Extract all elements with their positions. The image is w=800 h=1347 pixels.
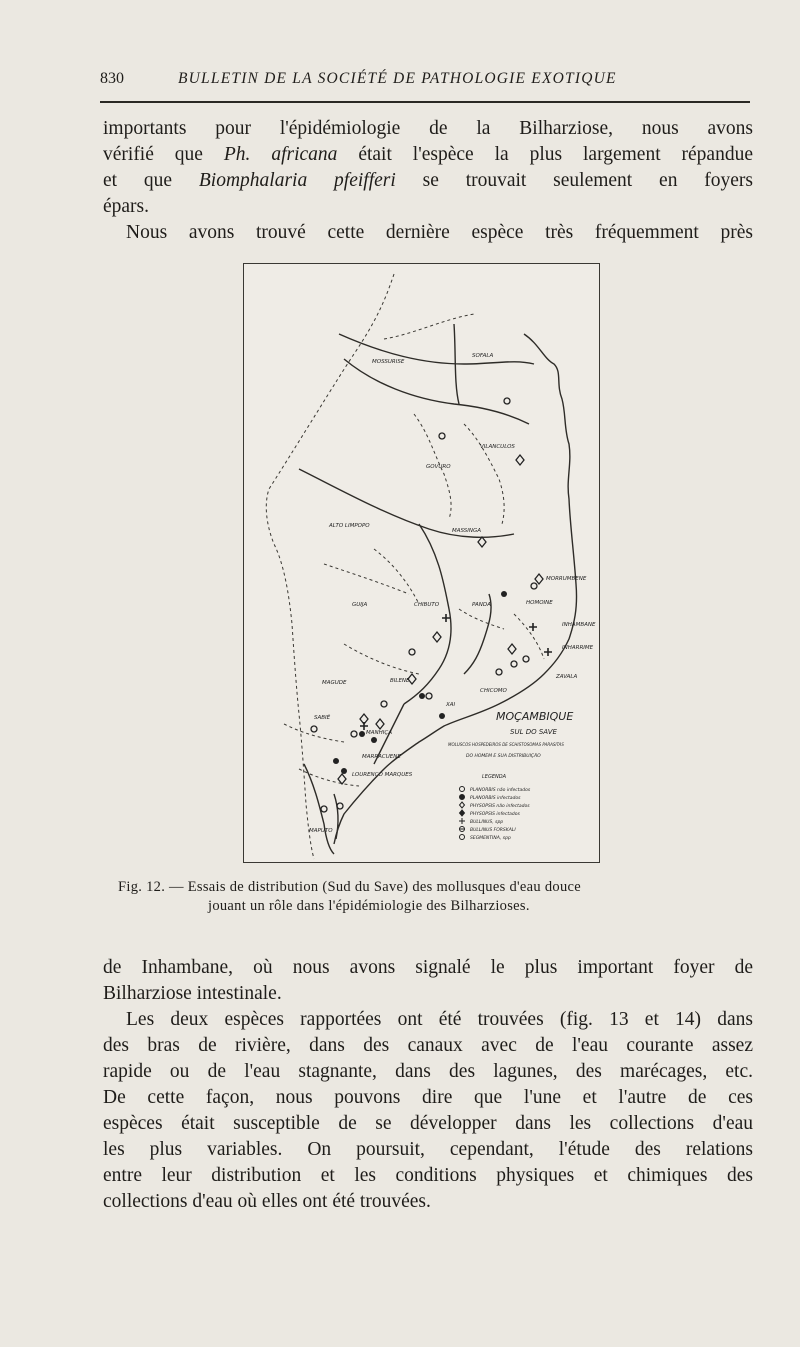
legend-item: BULLINUS FORSKALI — [470, 828, 516, 833]
map-label: SABIÉ — [314, 715, 331, 721]
legend-title: LEGENDA — [482, 774, 506, 780]
map-marker-filled — [501, 591, 507, 597]
map-marker-cross — [529, 623, 537, 631]
caption-line: jouant un rôle dans l'épidémiologie des Bilharzioses. — [208, 898, 530, 914]
map-marker — [478, 537, 486, 547]
map-label: INHARRIME — [562, 645, 594, 651]
legend-item: PHYSOPSIS não infectados — [470, 804, 530, 809]
text-line: rapide ou de l'eau stagnante, dans des lagunes, des marécages, etc. — [103, 1061, 753, 1082]
map-title: MOÇAMBIQUE — [496, 710, 574, 723]
text-line: espèces était susceptible de se développer dans les collections d'eau — [103, 1113, 753, 1134]
map-marker — [508, 644, 516, 654]
map-marker-filled — [439, 713, 445, 719]
map-label: BILENE — [390, 678, 410, 684]
map-label: MAPUTO — [309, 828, 333, 834]
map-marker — [433, 632, 441, 642]
text-line: de Inhambane, où nous avons signalé le plus important foyer de — [103, 957, 753, 978]
map-label: MOSSURISE — [372, 359, 405, 365]
map-marker — [496, 669, 502, 675]
map-marker — [376, 719, 384, 729]
map-marker-filled — [333, 758, 339, 764]
map-marker — [504, 398, 510, 404]
page-number: 830 — [100, 70, 124, 87]
species-name: Ph. africana — [223, 144, 338, 165]
legend-item: PLANORBIS infectados — [470, 796, 521, 801]
paragraph-bottom — [103, 955, 753, 1215]
text-line: épars. — [103, 196, 150, 217]
text-line: vérifié que Ph. africana était l'espèce la plus largement répandue — [103, 144, 753, 165]
map-label: GOVURO — [426, 464, 451, 470]
figure-caption — [118, 878, 738, 916]
legend-item: SEGMENTINA, spp — [470, 836, 511, 841]
map-subtitle: SUL DO SAVE — [510, 728, 557, 736]
map-label: MASSINGA — [452, 528, 482, 534]
map-label: ALTO LIMPOPO — [329, 523, 370, 529]
text-line: des bras de rivière, dans des canaux avec de l'eau courante assez — [103, 1035, 753, 1056]
text-line: Nous avons trouvé cette dernière espèce très fréquemment près — [126, 222, 753, 243]
legend-item: PLANORBIS não infectados — [470, 788, 531, 793]
map-label: HOMOINE — [526, 600, 553, 606]
map-marker-filled — [359, 731, 365, 737]
map-marker — [337, 803, 343, 809]
map-marker-cross — [442, 614, 450, 622]
map-label: VILANCULOS — [480, 444, 515, 450]
running-header — [100, 68, 750, 102]
text-line: collections d'eau où elles ont été trouvées. — [103, 1191, 431, 1212]
header-rule — [100, 101, 750, 103]
species-name: Biomphalaria pfeifferi — [198, 170, 396, 191]
map-label: SOFALA — [472, 353, 494, 359]
running-title: BULLETIN DE LA SOCIÉTÉ DE PATHOLOGIE EXOTIQUE — [178, 70, 617, 87]
map-marker — [523, 656, 529, 662]
map-caption-line: MOLUSCOS HOSPEDEIROS DE SCHISTOSOMAS PARASITAS — [448, 742, 564, 747]
map-marker — [535, 574, 543, 584]
map-caption-line: DO HOMEM E SUA DISTRIBUIÇÃO — [466, 754, 541, 759]
map-marker — [409, 649, 415, 655]
map-marker-filled — [341, 768, 347, 774]
text-line: importants pour l'épidémiologie de la Bilharziose, nous avons — [103, 118, 753, 139]
map-marker-filled — [371, 737, 377, 743]
map-label: MAGUDE — [322, 680, 347, 686]
map-label: LOURENÇO MARQUES — [352, 772, 413, 778]
caption-line: Fig. 12. — Essais de distribution (Sud du Save) des mollusques d'eau douce — [118, 879, 581, 895]
map-label: ZAVALA — [556, 674, 578, 680]
map-drawing — [244, 264, 599, 862]
map-marker — [516, 455, 524, 465]
legend-item: PHYSOPSIS infectados — [470, 812, 520, 817]
paragraph-top — [103, 116, 753, 246]
text-line: Bilharziose intestinale. — [103, 983, 282, 1004]
map-marker — [439, 433, 445, 439]
map-legend — [459, 787, 531, 842]
text-line: entre leur distribution et les conditions physiques et chimiques des — [103, 1165, 753, 1186]
map-label: GUIJA — [352, 602, 368, 608]
map-label: MORRUMBENE — [546, 576, 587, 582]
map-marker — [511, 661, 517, 667]
map-label: MARRACUENE — [362, 754, 401, 760]
map-marker — [311, 726, 317, 732]
map-figure — [243, 263, 600, 863]
map-marker — [381, 701, 387, 707]
map-label: INHAMBANE — [562, 622, 596, 628]
map-label: MANHIÇA — [366, 730, 392, 736]
text-line: et que Biomphalaria pfeifferi se trouvait seulement en foyers — [103, 170, 754, 191]
map-label: CHIBUTO — [414, 602, 440, 608]
map-label: PANDA — [472, 602, 491, 608]
map-marker-cross — [360, 722, 368, 730]
coastline — [334, 334, 577, 844]
text-line: De cette façon, nous pouvons dire que l'une et l'autre de ces — [103, 1087, 753, 1108]
text-line: les plus variables. On poursuit, cependant, l'étude des relations — [103, 1139, 753, 1160]
map-marker — [426, 693, 432, 699]
map-marker — [321, 806, 327, 812]
map-marker-cross — [544, 648, 552, 656]
text-line: Les deux espèces rapportées ont été trouvées (fig. 13 et 14) dans — [126, 1009, 753, 1030]
map-marker-filled — [419, 693, 425, 699]
legend-item: BULLINUS, spp — [470, 820, 504, 825]
map-label: CHICOMO — [480, 688, 507, 694]
map-marker — [351, 731, 357, 737]
map-label: XAI — [446, 702, 456, 708]
map-marker — [531, 583, 537, 589]
